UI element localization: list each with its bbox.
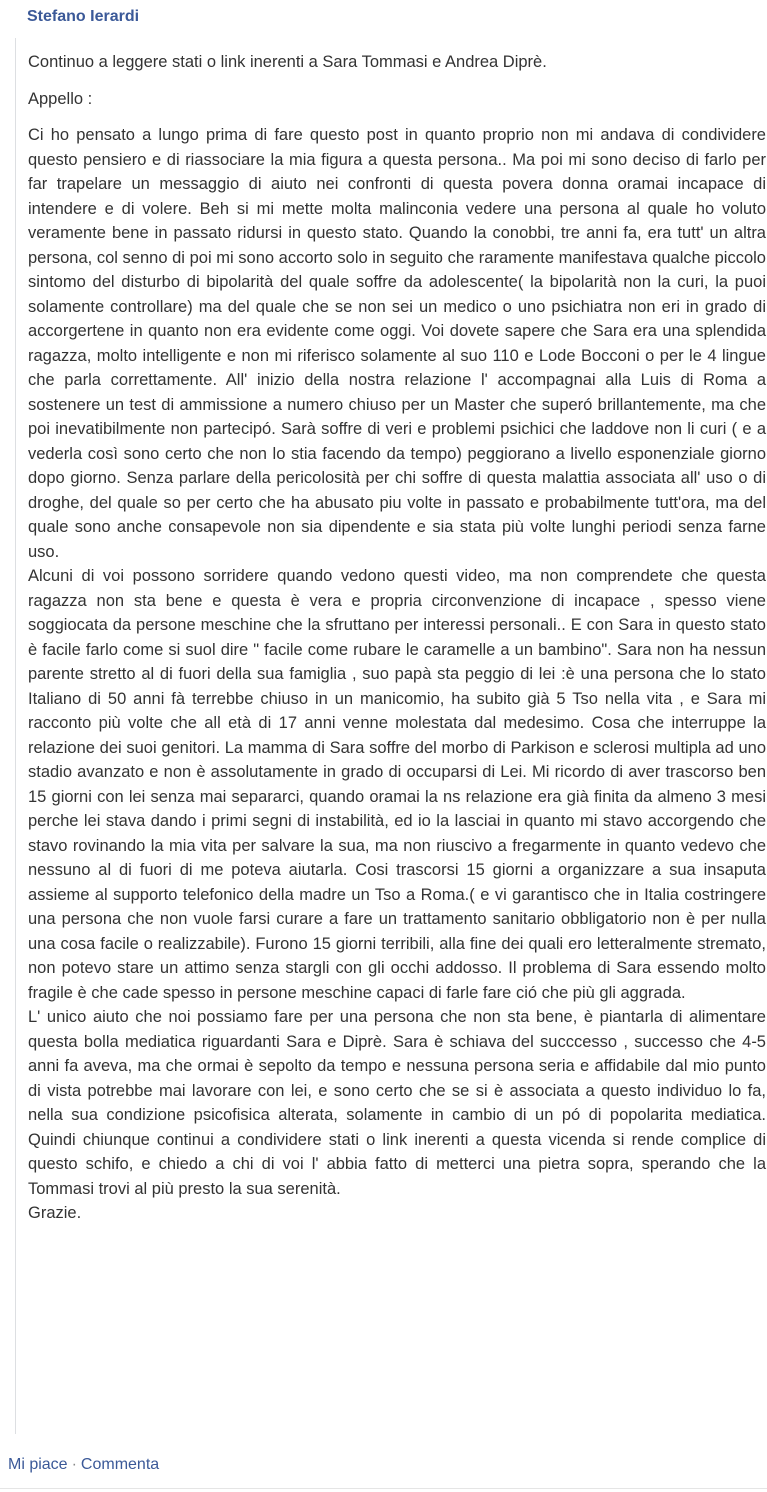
author-name-link[interactable]: Stefano Ierardi [27,8,140,25]
post-text [28,50,766,1226]
post-paragraph: L' unico aiuto che noi possiamo fare per una persona che non sta bene, è piantarla di alimentare questa bolla mediatica riguardanti Sara e Diprè. Sara è schiava del succcesso , successo che 4-5 anni fa aveva, ma che ormai è sepolto da tempo e nessuna persona seria e affidabile dal mio punto di vista potrebbe mai lavorare con lei, e sono certo che se si è associata a questo individuo lo fa, nella sua condizione psicofisica alterata, solamente in cambio di un pó di popolarita mediatica. Quindi chiunque continui a condividere stati o link inerenti a questa vicenda si rende complice di questo schifo, e chiedo a chi di voi l' abbia fatto di metterci una pietra sopra, sperando che la Tommasi trovi al più presto la sua serenità. [28,1008,766,1198]
post-body [15,38,767,1434]
bottom-divider [0,1488,767,1489]
post-actions-bar [8,1456,159,1474]
post-paragraph: Ci ho pensato a lungo prima di fare questo post in quanto proprio non mi andava di condividere questo pensiero e di riassociare la mia figura a questa persona.. Ma poi mi sono deciso di farlo per far trapelare un messaggio di aiuto nei confronti di questa povera donna oramai incapace di intendere e di volere. Beh si mi mette molta malinconia vedere una persona al quale ho voluto veramente bene in passato ridursi in questo stato. Quando la conobbi, tre anni fa, era tutt' un altra persona, col senno di poi mi sono accorto solo in seguito che raramente manifestava qualche piccolo sintomo del disturbo di bipolarità del quale soffre da adolescente( la bipolarità non la curi, la puoi solamente controllare) ma del quale che se non sei un medico o uno psichiatra non eri in grado di accorgertene in quanto non era evidente come oggi. Voi dovete sapere che Sara era una splendida ragazza, molto intelligente e non mi riferisco solamente al suo 110 e Lode Bocconi o per le 4 lingue che parla correttamente. All' inizio della nostra relazione l' accompagnai alla Luis di Roma a sostenere un test di ammissione a numero chiuso per un Master che superó brillantemente, ma che poi inevatibilmente non partecipó. Sarà soffre di veri e problemi psichici che laddove non li curi ( e a vederla così sono certo che non lo stia facendo da tempo) peggiorano a livello esponenziale giorno dopo giorno. Senza parlare della pericolosità per chi soffre di questa malattia associata all' uso o di droghe, del quale so per certo che ha abusato piu volte in passato e probabilmente tutt'ora, ma del quale sono anche consapevole non sia dipendente e sia stata più volte lunghi periodi senza farne uso. [28,126,766,561]
post-closing: Grazie. [28,1204,82,1222]
post-intro-line: Continuo a leggere stati o link inerenti a Sara Tommasi e Andrea Diprè. [28,53,547,71]
comment-link[interactable]: Commenta [80,1456,160,1473]
post-appello-heading: Appello : [28,89,93,108]
action-separator: · [71,1456,77,1473]
like-link[interactable]: Mi piace [8,1456,68,1473]
post-paragraph: Alcuni di voi possono sorridere quando vedono questi video, ma non comprendete che questa ragazza non sta bene e questa è vera e propria circonvenzione di incapace , spesso viene soggiocata da persone meschine che la sfruttano per interessi personali.. E con Sara in questo stato è facile farlo come si suol dire " facile come rubare le caramelle a un bambino". Sara non ha nessun parente stretto al di fuori della sua famiglia , suo papà sta peggio di lei :è una persona che lo stato Italiano di 50 anni fà terrebbe chiuso in un manicomio, ha subito già 5 Tso nella vita , e Sara mi racconto più volte che all età di 17 anni venne molestata dal medesimo. Cosa che interruppe la relazione dei suoi genitori. La mamma di Sara soffre del morbo di Parkison e sclerosi multipla ad uno stadio avanzato e non è assolutamente in grado di occuparsi di Lei. Mi ricordo di aver trascorso ben 15 giorni con lei senza mai separarci, quando oramai la ns relazione era già finita da almeno 3 mesi perche lei stava dando i primi segni di instabilità, ed io la lasciai in quanto mi stavo accorgendo che stavo rovinando la mia vita per salvare la sua, ma non riuscivo a fregarmente in quanto vedevo che nessuno al di fuori di me poteva aiutarla. Cosi trascorsi 15 giorni a organizzare a sua insaputa assieme al supporto telefonico della madre un Tso a Roma.( e vi garantisco che in Italia costringere una persona che non vuole farsi curare a fare un trattamento sanitario obbligatorio non è per nulla una cosa facile o realizzabile). Furono 15 giorni terribili, alla fine dei quali ero letteralmente stremato, non potevo stare un attimo senza stargli con gli occhi addosso. Il problema di Sara essendo molto fragile è che cade spesso in persone meschine capaci di farle fare ció che più gli aggrada. [28,567,766,1002]
